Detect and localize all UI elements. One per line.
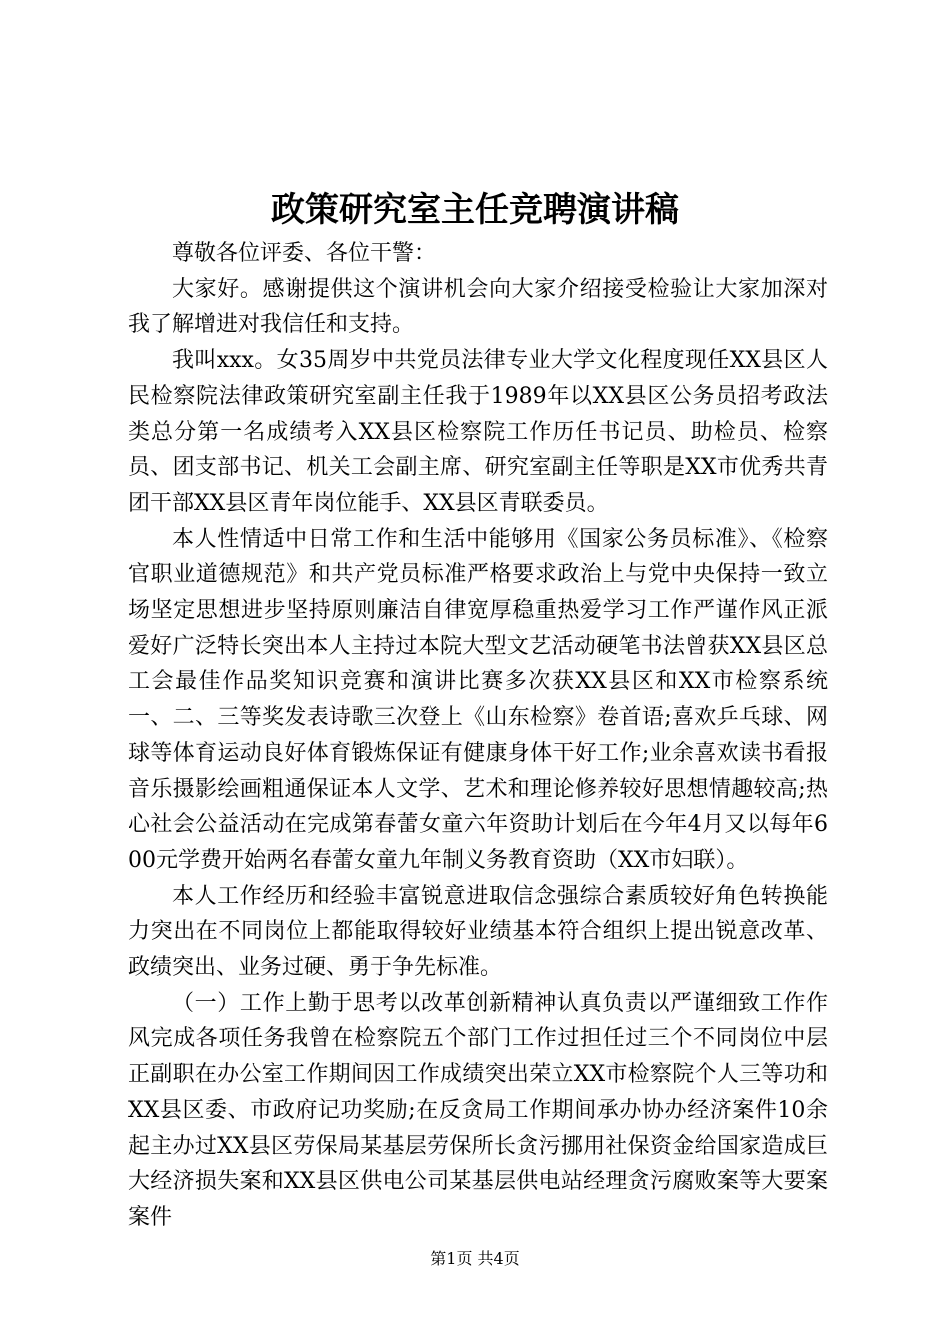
- paragraph-experience: 本人工作经历和经验丰富锐意进取信念强综合素质较好角色转换能力突出在不同岗位上都能取得较好业绩基本符合组织上提出锐意改革、政绩突出、业务过硬、勇于争先标准。: [128, 883, 828, 981]
- page-footer: 第1页 共4页: [430, 1249, 520, 1268]
- paragraph-introduction: 我叫xxx。女35周岁中共党员法律专业大学文化程度现任XX县区人民检察院法律政策研究室副主任我于1989年以XX县区公务员招考政法类总分第一名成绩考入XX县区检察院工作历任书记员、助检员、检察员、团支部书记、机关工会副主席、研究室副主任等职是XX市优秀共青团干部XX县区青年岗位能手、XX县区青联委员。: [128, 348, 828, 516]
- document-body: [128, 236, 828, 1236]
- paragraph-salutation: 尊敬各位评委、各位干警：: [172, 241, 437, 266]
- document-title: 政策研究室主任竞聘演讲稿: [271, 190, 679, 230]
- paragraph-work-section-one: （一）工作上勤于思考以改革创新精神认真负责以严谨细致工作作风完成各项任务我曾在检察院五个部门工作过担任过三个不同岗位中层正副职在办公室工作期间因工作成绩突出荣立XX市检察院个人三等功和XX县区委、市政府记功奖励;在反贪局工作期间承办协办经济案件10余起主办过XX县区劳保局某基层劳保所长贪污挪用社保资金给国家造成巨大经济损失案和XX县区供电公司某基层供电站经理贪污腐败案等大要案案件: [128, 990, 828, 1230]
- paragraph-greeting: 大家好。感谢提供这个演讲机会向大家介绍接受检验让大家加深对我了解增进对我信任和支持。: [128, 276, 828, 338]
- paragraph-personality: 本人性情适中日常工作和生活中能够用《国家公务员标准》、《检察官职业道德规范》和共产党员标准严格要求政治上与党中央保持一致立场坚定思想进步坚持原则廉洁自律宽厚稳重热爱学习工作严谨作风正派爱好广泛特长突出本人主持过本院大型文艺活动硬笔书法曾获XX县区总工会最佳作品奖知识竞赛和演讲比赛多次获XX县区和XX市检察系统一、二、三等奖发表诗歌三次登上《山东检察》卷首语;喜欢乒乓球、网球等体育运动良好体育锻炼保证有健康身体干好工作;业余喜欢读书看报音乐摄影绘画粗通保证本人文学、艺术和理论修养较好思想情趣较高;热心社会公益活动在完成第春蕾女童六年资助计划后在今年4月又以每年600元学费开始两名春蕾女童九年制义务教育资助（XX市妇联）。: [128, 526, 828, 873]
